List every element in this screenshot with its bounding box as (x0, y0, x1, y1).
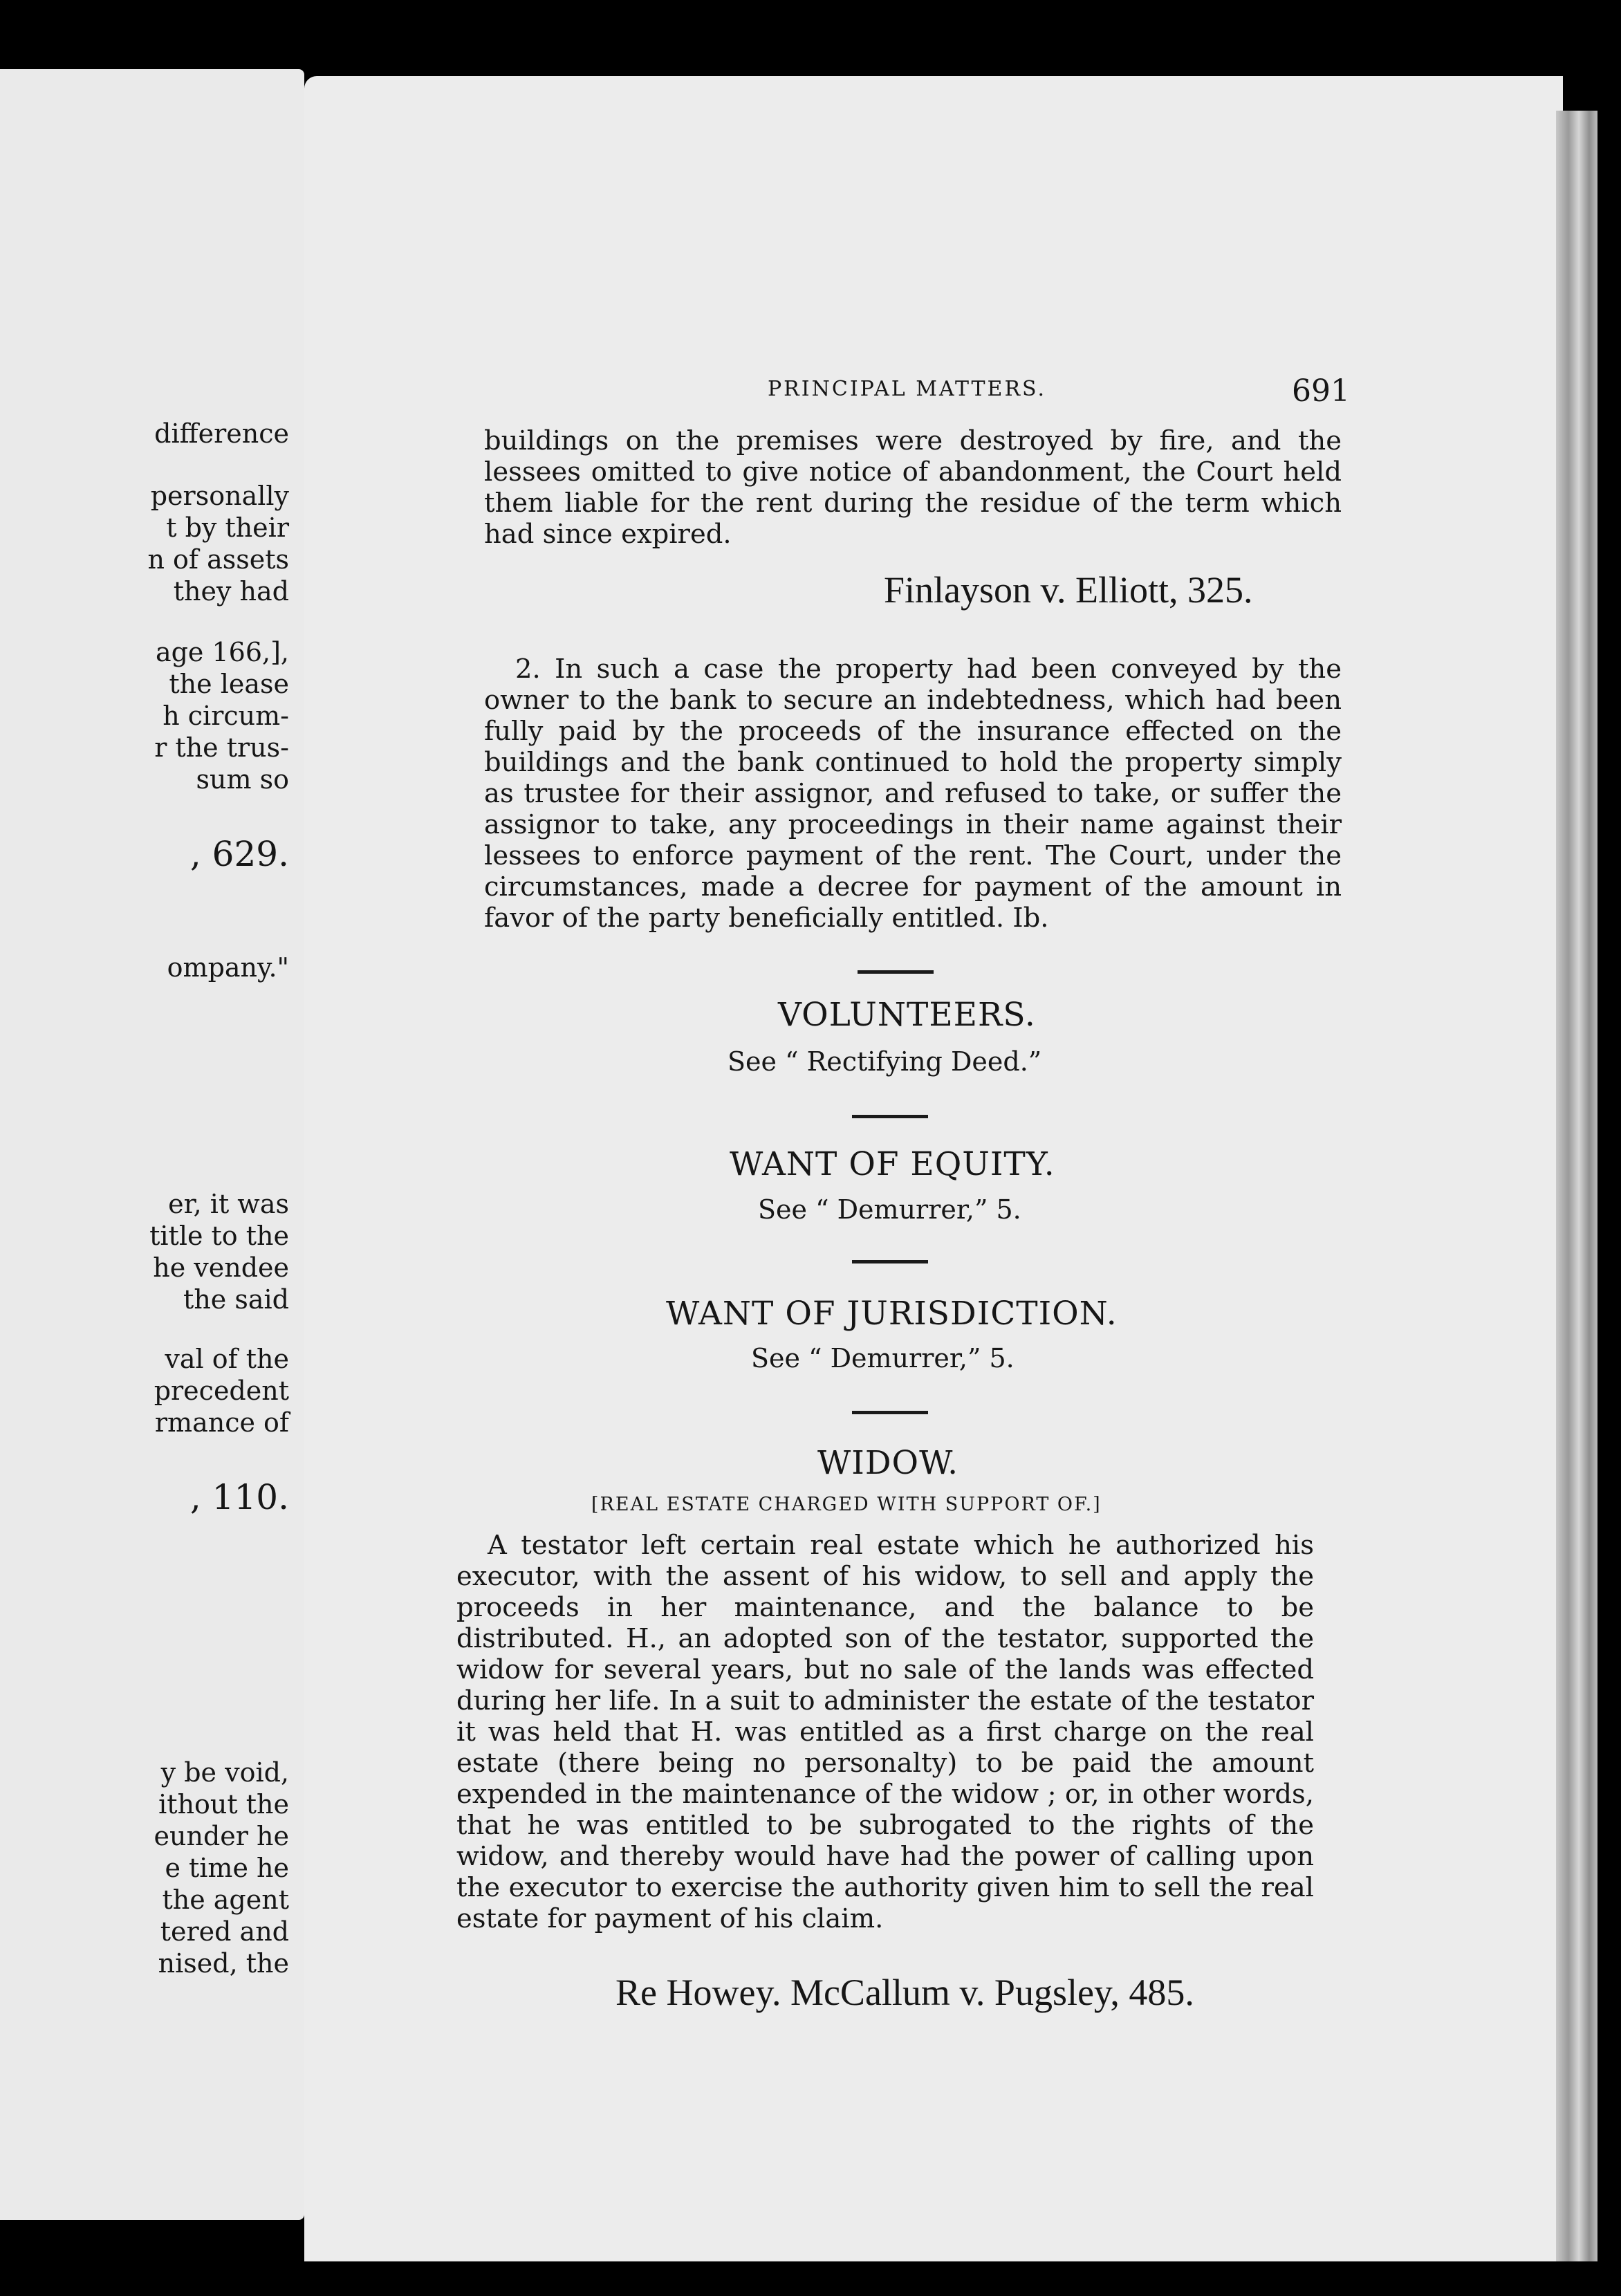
left-line: title to the (149, 1221, 289, 1251)
section-rule (852, 1260, 928, 1263)
entry-paragraph: A testator left certain real estate which he authorized his executor, with the assent of his widow, to sell and apply the proceeds in her maintenance, and the balance to be distributed. H., an adopted son of the testator, supported the widow for several years, but no sale of the lands was effected during her life. In a suit to administer the estate of the testator it was held that H. was entitled as a first charge on the real estate (there being no personalty) to be paid the amount expended in the maintenance of the widow ; or, in other words, that he was entitled to be subrogated to the rights of the widow, and thereby would have had the power of calling upon the executor to exercise the authority given him to sell the real estate for payment of his claim. (456, 1530, 1314, 1934)
left-line: tered and (160, 1916, 289, 1947)
see-reference: See “ Demurrer,” 5. (751, 1343, 1015, 1373)
section-heading-widow: WIDOW. (817, 1444, 959, 1482)
left-line: y be void, (160, 1757, 289, 1788)
section-heading-want-of-equity: WANT OF EQUITY. (730, 1145, 1055, 1183)
left-line: age 166,], (155, 637, 289, 667)
running-header: PRINCIPAL MATTERS. (768, 377, 1047, 401)
left-line: he vendee (153, 1252, 289, 1283)
left-line: ompany." (167, 952, 289, 983)
left-line: n of assets (147, 544, 289, 575)
left-line: h circum- (163, 701, 289, 731)
left-line: difference (154, 418, 289, 449)
left-line: r the trus- (154, 732, 289, 763)
section-heading-volunteers: VOLUNTEERS. (778, 996, 1036, 1034)
left-line: ithout the (158, 1789, 289, 1820)
left-line: rmance of (154, 1407, 289, 1438)
left-line: the lease (169, 669, 289, 699)
left-line: t by their (166, 512, 289, 543)
left-line: the said (183, 1284, 289, 1315)
left-line: sum so (196, 764, 289, 795)
left-line: er, it was (168, 1189, 289, 1219)
see-reference: See “ Demurrer,” 5. (758, 1194, 1021, 1225)
page-number: 691 (1292, 373, 1350, 409)
section-rule (852, 1115, 928, 1118)
left-page-fragment (0, 69, 304, 2220)
left-line: personally (150, 481, 289, 511)
entry-paragraph: buildings on the premises were destroyed by fire, and the lessees omitted to give notice of abandonment, the Court held them liable for the rent during the residue of the term which had since expired. (484, 425, 1342, 550)
section-heading-want-of-jurisdiction: WANT OF JURISDICTION. (666, 1295, 1118, 1333)
left-line: eunder he (154, 1821, 289, 1851)
left-line: e time he (165, 1853, 289, 1883)
page-edge (1556, 111, 1597, 2261)
section-rule (852, 1411, 928, 1414)
left-line: the agent (162, 1885, 289, 1915)
case-citation: Finlayson v. Elliott, 325. (884, 569, 1253, 611)
left-line: val of the (165, 1344, 289, 1374)
left-line: precedent (154, 1376, 289, 1406)
section-rule (858, 970, 934, 974)
entry-paragraph: 2. In such a case the property had been conveyed by the owner to the bank to secure an indebtedness, which had been fully paid by the proceeds of the insurance effected on the buildings and the bank continued to hold the property simply as trustee for their assignor, and refused to take, or suffer the assignor to take, any proceedings in their name against their lessees to enforce payment of the rent. The Court, under the circumstances, made a decree for payment of the amount in favor of the party beneficially entitled. Ib. (484, 654, 1342, 934)
subheading-bracket: [REAL ESTATE CHARGED WITH SUPPORT OF.] (591, 1494, 1102, 1515)
case-citation: Re Howey. McCallum v. Pugsley, 485. (615, 1972, 1194, 2013)
left-citation: , 629. (189, 834, 289, 874)
left-citation: , 110. (189, 1477, 289, 1517)
left-line: they had (173, 576, 289, 607)
see-reference: See “ Rectifying Deed.” (728, 1046, 1042, 1077)
left-line: nised, the (158, 1948, 289, 1979)
